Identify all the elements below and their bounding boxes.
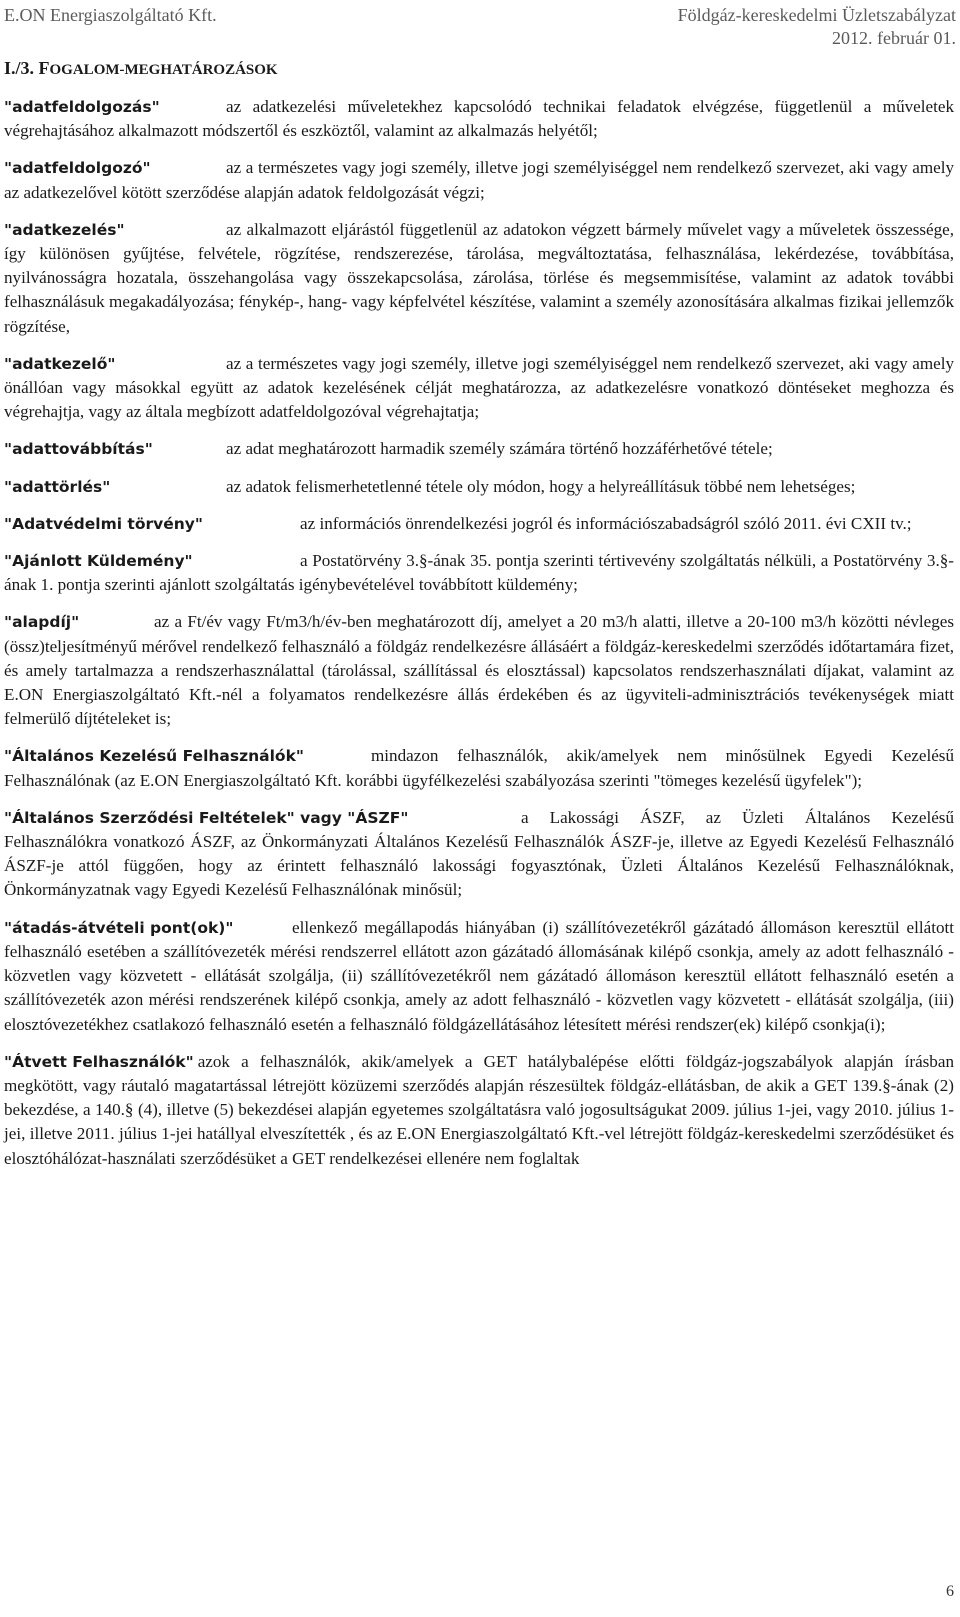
definition-item bbox=[4, 806, 954, 903]
definition-item bbox=[4, 512, 954, 536]
definition-term: "Átvett Felhasználók" bbox=[4, 1052, 194, 1071]
definition-item bbox=[4, 218, 954, 339]
definition-term: "alapdíj" bbox=[4, 613, 80, 632]
definition-item bbox=[4, 916, 954, 1037]
document-date: 2012. február 01. bbox=[832, 28, 956, 48]
definition-item bbox=[4, 352, 954, 425]
definition-term: "adattörlés" bbox=[4, 477, 111, 496]
definition-term: "Adatvédelmi törvény" bbox=[4, 514, 203, 533]
page-number: 6 bbox=[946, 1583, 954, 1600]
definition-text: az a természetes vagy jogi személy, illetve jogi személyiséggel nem rendelkező szervezet, aki vagy amely az adatkezelővel kötött szerződése alapján adatok feldolgozását végzi; bbox=[4, 158, 954, 202]
definition-item bbox=[4, 744, 954, 792]
definition-text: az alkalmazott eljárástól függetlenül az adatokon végzett bármely művelet vagy a műveletek összessége, így különösen gyűjtése, felvétele, rögzítése, rendszerezése, tárolása, megváltoztatása, felhasználása, lekérdezése, továbbítása, nyilvánosságra hozatala, összehangolása vagy összekapcsolása, zárolása, törlése és megsemmisítése, valamint az adatok további felhasználásuk megakadályozása; fénykép-, hang- vagy képfelvétel készítése, valamint a személy azonosítására alkalmas fizikai jellemzők rögzítése, bbox=[4, 219, 954, 336]
definition-term: "adatfeldolgozás" bbox=[4, 98, 160, 116]
definition-text: az a természetes vagy jogi személy, illetve jogi személyiséggel nem rendelkező szervezet, aki vagy amely önállóan vagy másokkal együtt az adatok kezelésének célját meghatározza, az adatkezelésre vonatkozó döntéseket meghozza és végrehajtja, vagy az általa megbízott adatfeldolgozóval végrehajtatja; bbox=[4, 353, 954, 422]
definition-text: az információs önrendelkezési jogról és információszabadságról szóló 2011. évi CXII tv.; bbox=[300, 513, 912, 533]
section-title-initial: F bbox=[38, 58, 50, 78]
definition-item bbox=[4, 437, 954, 461]
definition-item bbox=[4, 475, 954, 499]
definition-text: az adatok felismerhetetlenné tétele oly módon, hogy a helyreállításuk többé nem lehetséges; bbox=[226, 476, 856, 496]
company-name: E.ON Energiaszolgáltató Kft. bbox=[4, 5, 217, 25]
definition-text: mindazon felhasználók, akik/amelyek nem minősülnek Egyedi Kezelésű Felhasználónak (az E.ON Energiaszolgáltató Kft. korábbi ügyfélkezelési szabályozása szerinti "tömeges kezelésű ügyfelek"); bbox=[4, 746, 954, 790]
section-number: I./3. bbox=[4, 58, 35, 78]
definition-term: "adatfeldolgozó" bbox=[4, 159, 151, 178]
definition-item bbox=[4, 549, 954, 597]
definition-item bbox=[4, 95, 954, 143]
document-title: Földgáz-kereskedelmi Üzletszabályzat bbox=[677, 5, 956, 25]
definition-term: "Általános Szerződési Feltételek" vagy "ÁSZF" bbox=[4, 808, 409, 827]
definition-term: "átadás-átvételi pont(ok)" bbox=[4, 918, 234, 937]
definition-item bbox=[4, 610, 954, 731]
definition-term: "Általános Kezelésű Felhasználók" bbox=[4, 747, 304, 766]
section-title bbox=[4, 58, 278, 79]
section-title-rest: OGALOM-MEGHATÁROZÁSOK bbox=[49, 62, 278, 78]
page-header bbox=[0, 0, 960, 50]
definition-item bbox=[4, 1050, 954, 1171]
definition-text: a Postatörvény 3.§-ának 35. pontja szerinti tértivevény szolgáltatás nélküli, a Postatörvény 3.§-ának 1. pontja szerinti ajánlott szolgáltatás igénybevételével továbbított küldemény; bbox=[4, 551, 954, 595]
definition-term: "adattovábbítás" bbox=[4, 440, 153, 459]
definition-text: azok a felhasználók, akik/amelyek a GET hatálybalépése előtti földgáz-jogszabályok alapján írásban megkötött, vagy ráutaló magatartással létrejött közüzemi szerződés alapján részesültek földgáz-ellátásban, de akik a GET 139.§-ának (2) bekezdése, a 140.§ (4), illetve (5) bekezdései alapján egyetemes szolgáltatásra való jogosultságukat 2009. július 1-jei, vagy 2010. július 1-jei, illetve 2011. július 1-jei hatállyal elveszítették , és az E.ON Energiaszolgáltató Kft.-vel létrejött földgáz-kereskedelmi szerződésüket és elosztóhálózat-használati szerződésüket a GET rendelkezései ellenére nem foglaltak bbox=[4, 1051, 954, 1168]
definition-term: "adatkezelés" bbox=[4, 220, 125, 239]
definition-term: "adatkezelő" bbox=[4, 354, 116, 373]
definition-text: ellenkező megállapodás hiányában (i) szállítóvezetékről gázátadó állomáson keresztül ellátott felhasználó esetében a szállítóvezeték mérési rendszerrel ellátott azon gázátadó állomásának kilépő csonkja, amely az adott felhasználó - közvetlen vagy közvetett - ellátását szolgálja, (ii) szállítóvezetékről nem gázátadó állomáson keresztül ellátott felhasználó esetén a szállítóvezeték azon mérési rendszerének kilépő csonkja, amely az adott felhasználó - közvetlen vagy közvetett - ellátását szolgálja, (iii) elosztóvezetékhez csatlakozó felhasználó esetén a felhasználó földgázellátásához létesített mérési rendszer(ek) kilépő csonkja(i); bbox=[4, 917, 954, 1034]
definitions-list bbox=[4, 95, 954, 1184]
definition-text: az adatkezelési műveletekhez kapcsolódó technikai feladatok elvégzése, függetlenül a műveletek végrehajtásához alkalmazott módszertől és eszköztől, valamint az alkalmazás helyétől; bbox=[4, 97, 954, 141]
definition-term: "Ajánlott Küldemény" bbox=[4, 552, 193, 571]
definition-text: a Lakossági ÁSZF, az Üzleti Általános Kezelésű Felhasználókra vonatkozó ÁSZF, az Önkormányzati Általános Kezelésű Felhasználók ÁSZF-je, illetve az Egyedi Kezelésű Felhasználó ÁSZF-je attól függően, hogy az érintett felhasználó lakossági fogyasztónak, Üzleti Általános Kezelésű Felhasználóknak, Önkormányzatnak vagy Egyedi Kezelésű Felhasználónak minősül; bbox=[4, 807, 954, 900]
definition-text: az a Ft/év vagy Ft/m3/h/év-ben meghatározott díj, amelyet a 20 m3/h alatti, illetve a 20-100 m3/h közötti névleges (össz)teljesítményű mérővel rendelkező felhasználó a földgáz rendelkezésre állásáért a földgáz-kereskedelmi szerződés időtartamára fizet, és amely tartalmazza a rendszerhasználattal (tárolással, szállítással és elosztással) kapcsolatos rendszerhasználati díjakat, valamint az E.ON Energiaszolgáltató Kft.-nél a folyamatos rendelkezésre állás érdekében és az ügyviteli-adminisztrációs tevékenységek miatt felmerülő díjtételeket is; bbox=[4, 612, 954, 729]
definition-text: az adat meghatározott harmadik személy számára történő hozzáférhetővé tétele; bbox=[226, 439, 773, 459]
definition-item bbox=[4, 156, 954, 204]
